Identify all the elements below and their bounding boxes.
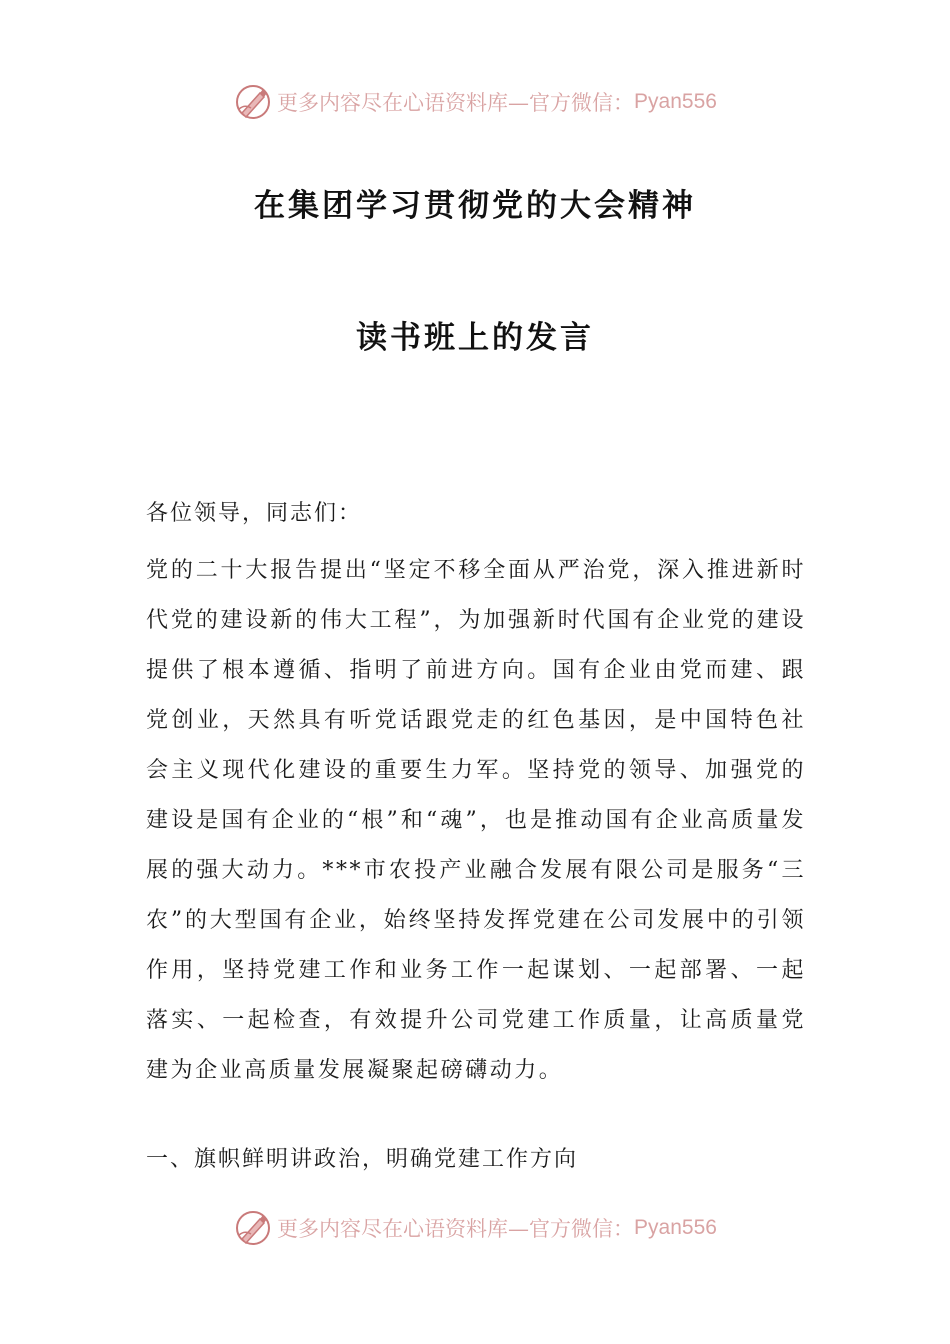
salutation: 各位领导，同志们： <box>146 501 363 526</box>
footer-watermark <box>0 1208 950 1248</box>
body-paragraph: 党的二十大报告提出“坚定不移全面从严治党，深入推进新时代党的建设新的伟大工程”，为加强新时代国有企业党的建设提供了根本遵循、指明了前进方向。国有企业由党而建、跟党创业，天然具有听党话跟党走的红色基因，是中国特色社会主义现代化建设的重要生力军。坚持党的领导、加强党的建设是国有企业的“根”和“魂”，也是推动国有企业高质量发展的强大动力。***市农投产业融合发展有限公司是服务“三农”的大型国有企业，始终坚持发挥党建在公司发展中的引领作用，坚持党建工作和业务工作一起谋划、一起部署、一起落实、一起检查，有效提升公司党建工作质量，让高质量党建为企业高质量发展凝聚起磅礴动力。 <box>146 558 806 1083</box>
watermark-wechat-id: Pyan556 <box>634 90 717 113</box>
watermark-wechat-id: Pyan556 <box>634 1216 717 1239</box>
pen-logo-icon <box>233 82 273 122</box>
pen-logo-icon <box>233 1208 273 1248</box>
watermark-text: 更多内容尽在心语资料库—官方微信： <box>277 1217 635 1241</box>
header-watermark <box>0 82 950 122</box>
watermark-text: 更多内容尽在心语资料库—官方微信： <box>277 91 635 115</box>
section-heading: 一、旗帜鲜明讲政治，明确党建工作方向 <box>146 1147 579 1172</box>
document-title-line-2: 读书班上的发言 <box>356 320 594 356</box>
document-title-line-1: 在集团学习贯彻党的大会精神 <box>254 188 696 224</box>
